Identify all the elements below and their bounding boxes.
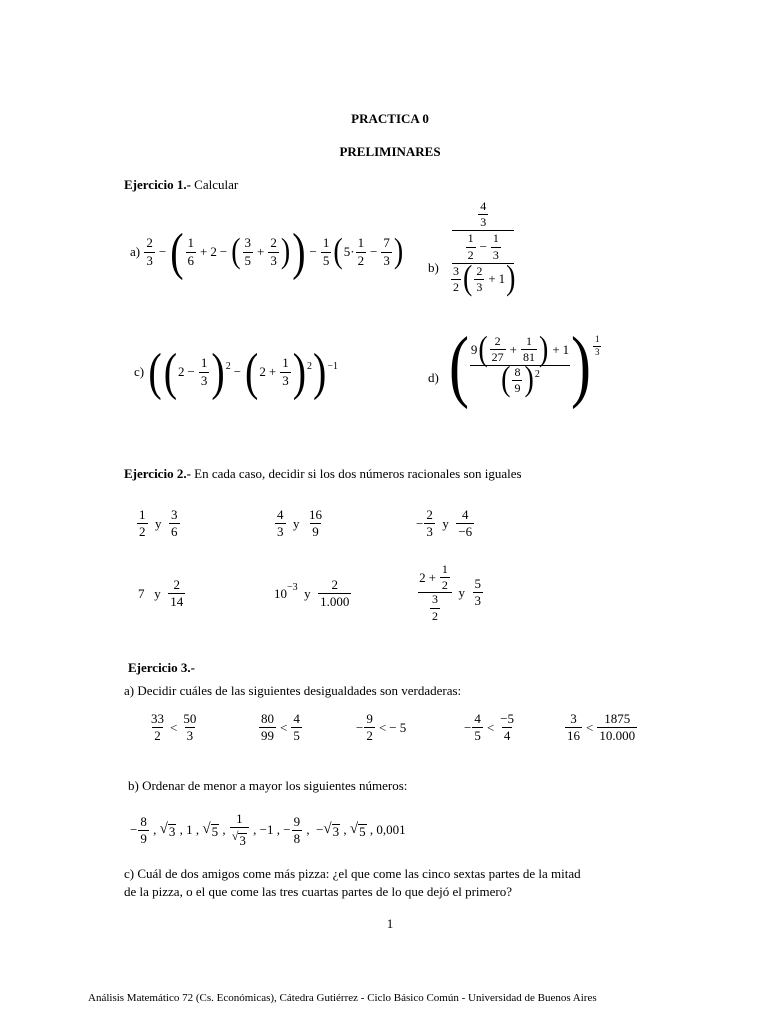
ej3-c-line-2: de la pizza, o el que come las tres cuartas partes de lo que dejó el primero? [124,884,513,899]
ej3-b-text: b) Ordenar de menor a mayor los siguientes números: [128,778,408,793]
ej1-b-label: b) [428,260,439,275]
ej2-pair-3: − $\frac{2}{3}$ y $\frac{4}{-6}$ [416,507,473,540]
ej1-a-label: a) [130,244,141,259]
ejercicio-2-heading [124,466,522,482]
ej1-c-label: c) [134,364,145,379]
ej3-ineq-1: $\frac{33}{2}$ < $\frac{50}{3}$ [151,711,197,744]
ej2-pair-1: $\frac{1}{2}$ y $\frac{3}{6}$ [139,507,178,540]
ej2-pair-5: 10 −3 y $\frac{2}{1.000}$ [274,577,350,610]
ej3-numbers-list: − $\frac{8}{9}$ , √ 3 , 1 , √ 5 , 1 √ 3 , −1 , − $\frac{9}{8}$ , − √ 3 , √ 5 , 0,001 [130,811,406,849]
ej2-pair-6: 2 + $\frac{1}{2}$ $\frac{3}{2}$ y $\frac{5}{3}$ [419,562,481,623]
ej3-c-line-1: c) Cuál de dos amigos come más pizza: ¿el que come las cinco sextas partes de la mitad [124,866,581,881]
ejercicio-2-label: Ejercicio 2.- [124,466,191,481]
ej2-pair-4: 7 y $\frac{2}{14}$ [138,577,184,610]
page-number: 1 [386,916,394,931]
page-footer: Análisis Matemático 72 (Cs. Económicas), Cátedra Gutiérrez - Ciclo Básico Común - Universidad de Buenos Aires [88,992,597,1004]
ejercicio-1-heading [124,177,238,193]
ej1-item-c: c) ( ( 2 − $\frac{1}{3}$ ) 2 − ( 2 + $\frac{1}{3}$ ) 2 ) −1 [134,342,338,401]
ej3-ineq-5: $\frac{3}{16}$ < $\frac{1875}{10.000}$ [567,711,636,744]
ej1-item-b: $\frac{4}{3}$ $\frac{1}{2}$ − $\frac{1}{3}$ $\frac{3}{2}$ ( $\frac{2}{3}$ + 1 ) [453,199,516,299]
ejercicio-1-label: Ejercicio 1.- [124,177,191,192]
frac: $\frac{2}{3}$ [146,235,153,268]
ej2-pair-2: $\frac{4}{3}$ y $\frac{16}{9}$ [277,507,322,540]
ej1-d-label: d) [428,370,439,385]
ejercicio-2-text: En cada caso, decidir si los dos números racionales son iguales [190,466,522,481]
ejercicio-1-text: Calcular [190,177,239,192]
ej1-item-a: a) $\frac{2}{3}$ − ( $\frac{1}{6}$ + 2 − ( $\frac{3}{5}$ + $\frac{2}{3}$ ) ) − $\frac{1}{5}$ ( 5· $\frac{1}{2}$ − $\frac{7}{3}$ ) [130,222,404,281]
ej3-ineq-3: − $\frac{9}{2}$ < − 5 [356,711,407,744]
ej1-item-d: ( 9 ( $\frac{2}{27}$ + $\frac{1}{81}$ ) + 1 ( $\frac{8}{9}$ ) 2 ) $\frac{1}{3}$ [449,320,600,410]
page-subtitle: PRELIMINARES [339,144,441,159]
page-title: PRACTICA 0 [351,111,429,126]
ejercicio-3-label: Ejercicio 3.- [128,660,195,675]
ej3-ineq-2: $\frac{80}{99}$ < $\frac{4}{5}$ [261,711,300,744]
ej3-ineq-4: − $\frac{4}{5}$ < $\frac{-5}{4}$ [464,711,515,744]
ej3-a-text: a) Decidir cuáles de las siguientes desigualdades son verdaderas: [124,683,462,698]
